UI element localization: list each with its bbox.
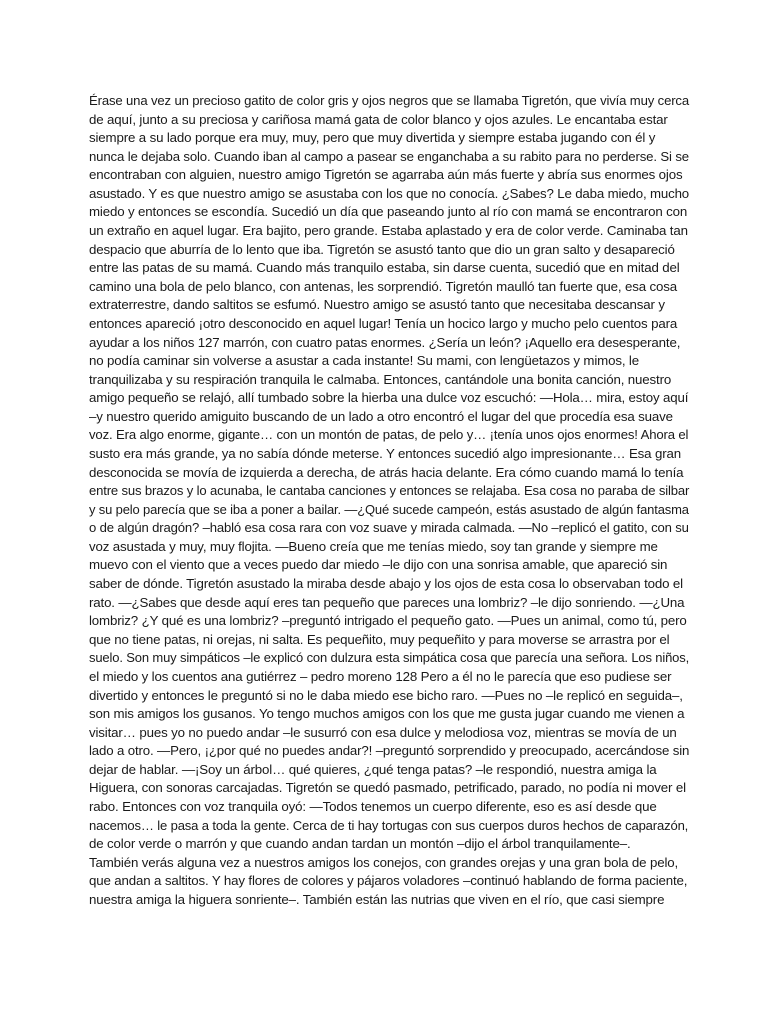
text-line: miedo y entonces se escondía. Sucedió un día que paseando junto al río con mamá se encontraron con	[89, 204, 688, 220]
text-line: amigo pequeño se relajó, allí tumbado sobre la hierba una dulce voz escuchó: —Hola… mira, estoy aquí	[89, 390, 689, 406]
text-line: entre las patas de su mamá. Cuando más tranquilo estaba, sin darse cuenta, sucedió que en mitad del	[89, 260, 680, 276]
text-line: voz. Era algo enorme, gigante… con un montón de patas, de pelo y… ¡tenía unos ojos enormes! Ahora el	[89, 427, 689, 443]
story-text-block	[89, 92, 689, 909]
text-line: rabo. Entonces con voz tranquila oyó: —Todos tenemos un cuerpo diferente, eso es así desde que	[89, 798, 657, 814]
text-line: un extraño en aquel lugar. Era bajito, pero grande. Estaba aplastado y era de color verde. Caminaba tan	[89, 223, 688, 239]
text-line: divertido y entonces le preguntó si no le daba miedo ese bicho raro. —Pues no –le replicó en seguida–,	[89, 687, 683, 703]
text-line: que no tiene patas, ni orejas, ni salta. Es pequeñito, muy pequeñito y para moverse se arrastra por el	[89, 631, 670, 647]
text-line: son mis amigos los gusanos. Yo tengo muchos amigos con los que me gusta jugar cuando me vienen a	[89, 706, 685, 722]
text-line: lombriz? ¿Y qué es una lombriz? –preguntó intrigado el pequeño gato. —Pues un animal, como tú, pero	[89, 613, 687, 629]
text-line: tranquilizaba y su respiración tranquila le calmaba. Entonces, cantándole una bonita canción, nuestro	[89, 371, 672, 387]
text-line: ayudar a los niños 127 marrón, con cuatro patas enormes. ¿Sería un león? ¡Aquello era desesperante,	[89, 334, 681, 350]
text-line: entre sus brazos y lo acunaba, le cantaba canciones y entonces se relajaba. Esa cosa no paraba de silbar	[89, 483, 690, 499]
text-line: susto era más grande, ya no sabía dónde meterse. Y entonces sucedió algo impresionante… Esa gran	[89, 445, 681, 461]
text-line: nunca le dejaba solo. Cuando iban al campo a pasear se enganchaba a su rabito para no perderse. Si se	[89, 148, 689, 164]
text-line: extraterrestre, dando saltitos se esfumó. Nuestro amigo se asustó tanto que necesitaba descansar y	[89, 297, 665, 313]
text-line: muevo con el viento que a veces puedo dar miedo –le dijo con una sonrisa amable, que apareció sin	[89, 557, 668, 573]
text-line: saber de dónde. Tigretón asustado la miraba desde abajo y los ojos de esta cosa lo observaban todo el	[89, 576, 683, 592]
text-line: suelo. Son muy simpáticos –le explicó con dulzura esta simpática cosa que parecía una señora. Los niños,	[89, 650, 690, 666]
text-line: despacio que aburría de lo lento que iba. Tigretón se asustó tanto que dio un gran salto y desapareció	[89, 241, 675, 257]
text-line: y su pelo parecía que se iba a poner a bailar. —¿Qué sucede campeón, estás asustado de algún fantasma	[89, 501, 689, 517]
text-line: camino una bola de pelo blanco, con antenas, les sorprendió. Tigretón maulló tan fuerte que, esa cosa	[89, 278, 678, 294]
text-line: entonces apareció ¡otro desconocido en aquel lugar! Tenía un hocico largo y mucho pelo cuentos para	[89, 315, 678, 331]
text-line: nuestra amiga la higuera sonriente–. También están las nutrias que viven en el río, que casi siempre	[89, 891, 665, 907]
text-line: rato. —¿Sabes que desde aquí eres tan pequeño que pareces una lombriz? –le dijo sonriendo. —¿Una	[89, 594, 685, 610]
text-line: encontraban con alguien, nuestro amigo Tigretón se agarraba aún más fuerte y abría sus enormes ojos	[89, 167, 683, 183]
text-line: de color verde o marrón y que cuando andan tardan un montón –dijo el árbol tranquilamente–.	[89, 836, 631, 852]
text-line: voz asustada y muy, muy flojita. —Bueno creía que me tenías miedo, soy tan grande y siempre me	[89, 538, 658, 554]
text-line: no podía caminar sin volverse a asustar a cada instante! Su mami, con lengüetazos y mimos, le	[89, 353, 639, 369]
text-line: nacemos… le pasa a toda la gente. Cerca de ti hay tortugas con sus cuerpos duros hechos de caparazón,	[89, 817, 689, 833]
text-line: el miedo y los cuentos ana gutiérrez – pedro moreno 128 Pero a él no le parecía que eso pudiese ser	[89, 668, 672, 684]
text-line: También verás alguna vez a nuestros amigos los conejos, con grandes orejas y una gran bola de pelo,	[89, 854, 679, 870]
text-line: siempre a su lado porque era muy, muy, pero que muy divertida y siempre estaba jugando con él y	[89, 130, 656, 146]
text-line: que andan a saltitos. Y hay flores de colores y pájaros voladores –continuó hablando de forma paciente,	[89, 873, 688, 889]
text-line: o de algún dragón? –habló esa cosa rara con voz suave y mirada calmada. —No –replicó el gatito, con su	[89, 520, 689, 536]
text-line: visitar… pues yo no puedo andar –le susurró con esa dulce y melodiosa voz, mientras se movía de un	[89, 724, 677, 740]
text-line: de aquí, junto a su preciosa y cariñosa mamá gata de color blanco y ojos azules. Le encantaba estar	[89, 111, 668, 127]
text-line: Higuera, con sonoras carcajadas. Tigretón se quedó pasmado, petrificado, parado, no podía ni mover el	[89, 780, 686, 796]
text-line: desconocida se movía de izquierda a derecha, de atrás hacia delante. Era cómo cuando mamá lo tenía	[89, 464, 684, 480]
text-line: lado a otro. —Pero, ¡¿por qué no puedes andar?! –preguntó sorprendido y preocupado, acercándose sin	[89, 743, 690, 759]
text-line: asustado. Y es que nuestro amigo se asustaba con los que no conocía. ¿Sabes? Le daba miedo, mucho	[89, 185, 690, 201]
text-line: Érase una vez un precioso gatito de color gris y ojos negros que se llamaba Tigretón, que vivía muy cerca	[89, 93, 689, 108]
text-line: dejar de hablar. —¡Soy un árbol… qué quieres, ¿qué tenga patas? –le respondió, nuestra amiga la	[89, 761, 657, 777]
text-line: –y nuestro querido amiguito buscando de un lado a otro encontró el lugar del que procedía esa suave	[89, 408, 673, 424]
